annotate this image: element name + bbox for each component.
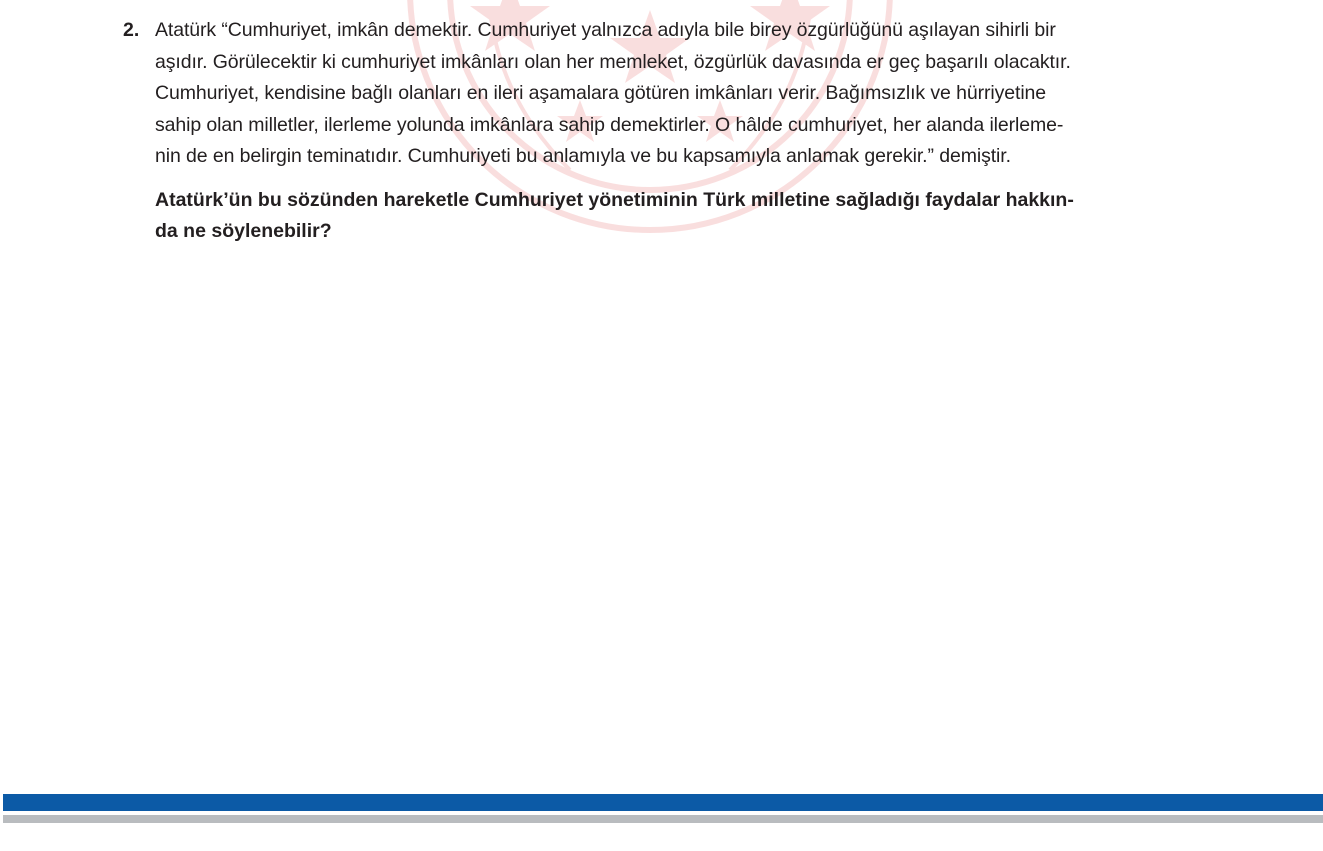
question-number: 2. [123, 19, 140, 41]
question-body [155, 15, 1223, 248]
footer-gray-bar [3, 815, 1323, 823]
question-text-line: sahip olan milletler, ilerleme yolunda imkânlara sahip demektirler. O hâlde cumhuriyet, her alanda ilerleme- [155, 113, 1064, 136]
question-prompt-line: Atatürk’ün bu sözünden hareketle Cumhuriyet yönetiminin Türk milletine sağladığı faydalar hakkın- [155, 188, 1074, 211]
question-2 [123, 15, 1223, 248]
question-text-line: Cumhuriyet, kendisine bağlı olanları en ileri aşamalara götüren imkânları verir. Bağımsızlık ve hürriyetine [155, 82, 1047, 104]
question-text-line: nin de en belirgin teminatıdır. Cumhuriyeti bu anlamıyla ve bu kapsamıyla anlamak gerekir.” demiştir. [155, 145, 1011, 167]
question-text [155, 15, 1223, 173]
question-text-line: Atatürk “Cumhuriyet, imkân demektir. Cumhuriyet yalnızca adıyla bile birey özgürlüğünü aşılayan sihirli bir [155, 19, 1056, 41]
question-prompt-line: da ne söylenebilir? [155, 220, 332, 242]
question-prompt [155, 185, 1223, 248]
footer-blue-bar [3, 794, 1323, 811]
question-text-line: aşıdır. Görülecektir ki cumhuriyet imkânları olan her memleket, özgürlük davasında er geç başarılı olacaktır. [155, 50, 1071, 73]
